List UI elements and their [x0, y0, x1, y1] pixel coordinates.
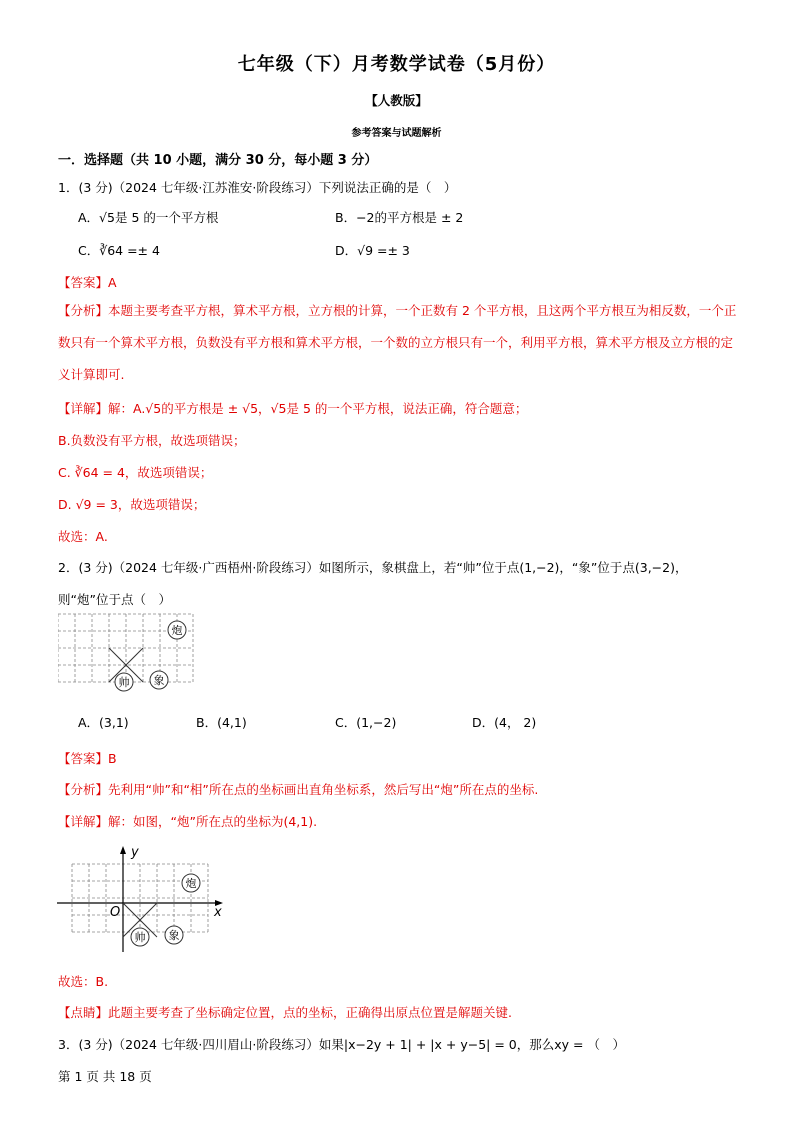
svg-text:帅: 帅 [118, 676, 130, 689]
shuai-piece [115, 673, 133, 691]
page-footer: 第 1 页 共 18 页 [58, 1069, 152, 1084]
coordinate-figure [55, 840, 235, 955]
q1-detail: 【详解】解：A.√5的平方根是 ± √5，√5是 5 的一个平方根，说法正确，符合题意； [58, 401, 528, 416]
q2-answer: 【答案】B [58, 751, 117, 766]
q2-comment: 【点睛】此题主要考查了坐标确定位置，点的坐标，正确得出原点位置是解题关键. [58, 1005, 512, 1020]
question-2-stem-line2: 则“炮”位于点（ ） [58, 592, 171, 607]
question-1-stem: 1．(3 分)（2024 七年级·江苏淮安·阶段练习）下列说法正确的是（ ） [58, 180, 457, 195]
q1-option-c: C．∛64 =± 4 [78, 243, 160, 258]
pao-piece [168, 621, 186, 639]
q2-option-c: C．(1,−2) [335, 715, 397, 730]
q1-detail-b: B.负数没有平方根，故选项错误； [58, 433, 246, 448]
x-axis-label: x [214, 905, 222, 920]
question-3-stem: 3．(3 分)（2024 七年级·四川眉山·阶段练习）如果|x−2y + 1| + |x + y−5| = 0，那么xy = （ ） [58, 1037, 625, 1052]
q2-detail: 【详解】解：如图，“炮”所在点的坐标为(4,1). [58, 814, 318, 829]
subtitle: 参考答案与试题解析 [351, 128, 442, 139]
y-axis-label: y [131, 845, 139, 860]
question-2-stem-line1: 2．(3 分)（2024 七年级·广西梧州·阶段练习）如图所示，象棋盘上，若“帅”位于点(1,−2)，“象”位于点(3,−2)， [58, 560, 688, 575]
q1-analysis: 【分析】本题主要考查平方根，算术平方根，立方根的计算，一个正数有 2 个平方根，且这两个平方根互为相反数，一个正数只有一个算术平方根，负数没有平方根和算术平方根，一个数的立方根只有一个，利用平方根，算术平方根及立方根的定义计算即可. [58, 303, 737, 382]
shuai-piece-2 [131, 928, 149, 946]
xiang-piece [150, 671, 168, 689]
q2-analysis: 【分析】先利用“帅”和“相”所在点的坐标画出直角坐标系，然后写出“炮”所在点的坐标. [58, 782, 539, 797]
page-title: 七年级（下）月考数学试卷（5月份） [237, 54, 556, 75]
svg-text:炮: 炮 [171, 624, 183, 637]
svg-text:帅: 帅 [134, 931, 146, 944]
q1-option-a: A．√5是 5 的一个平方根 [78, 210, 219, 225]
edition-label: 【人教版】 [365, 93, 428, 108]
q2-option-b: B．(4,1) [196, 715, 247, 730]
q1-detail-c: C. ∛64 = 4，故选项错误； [58, 465, 213, 480]
q1-answer: 【答案】A [58, 275, 117, 290]
xiang-piece-2 [165, 926, 183, 944]
q2-option-a: A．(3,1) [78, 715, 129, 730]
svg-text:象: 象 [168, 929, 180, 942]
origin-label: O [110, 905, 121, 920]
svg-text:炮: 炮 [185, 877, 197, 890]
section-heading: 一．选择题（共 10 小题，满分 30 分，每小题 3 分） [58, 153, 378, 168]
chessboard-figure [58, 612, 198, 692]
svg-text:象: 象 [153, 674, 165, 687]
q2-conclusion: 故选：B. [58, 974, 109, 989]
q1-option-b: B．−2的平方根是 ± 2 [335, 210, 464, 225]
pao-piece-2 [182, 874, 200, 892]
q1-conclusion: 故选：A. [58, 529, 108, 544]
q2-option-d: D．(4， 2) [472, 715, 537, 730]
q1-option-d: D．√9 =± 3 [335, 243, 410, 258]
q1-detail-d: D. √9 = 3，故选项错误； [58, 497, 206, 512]
